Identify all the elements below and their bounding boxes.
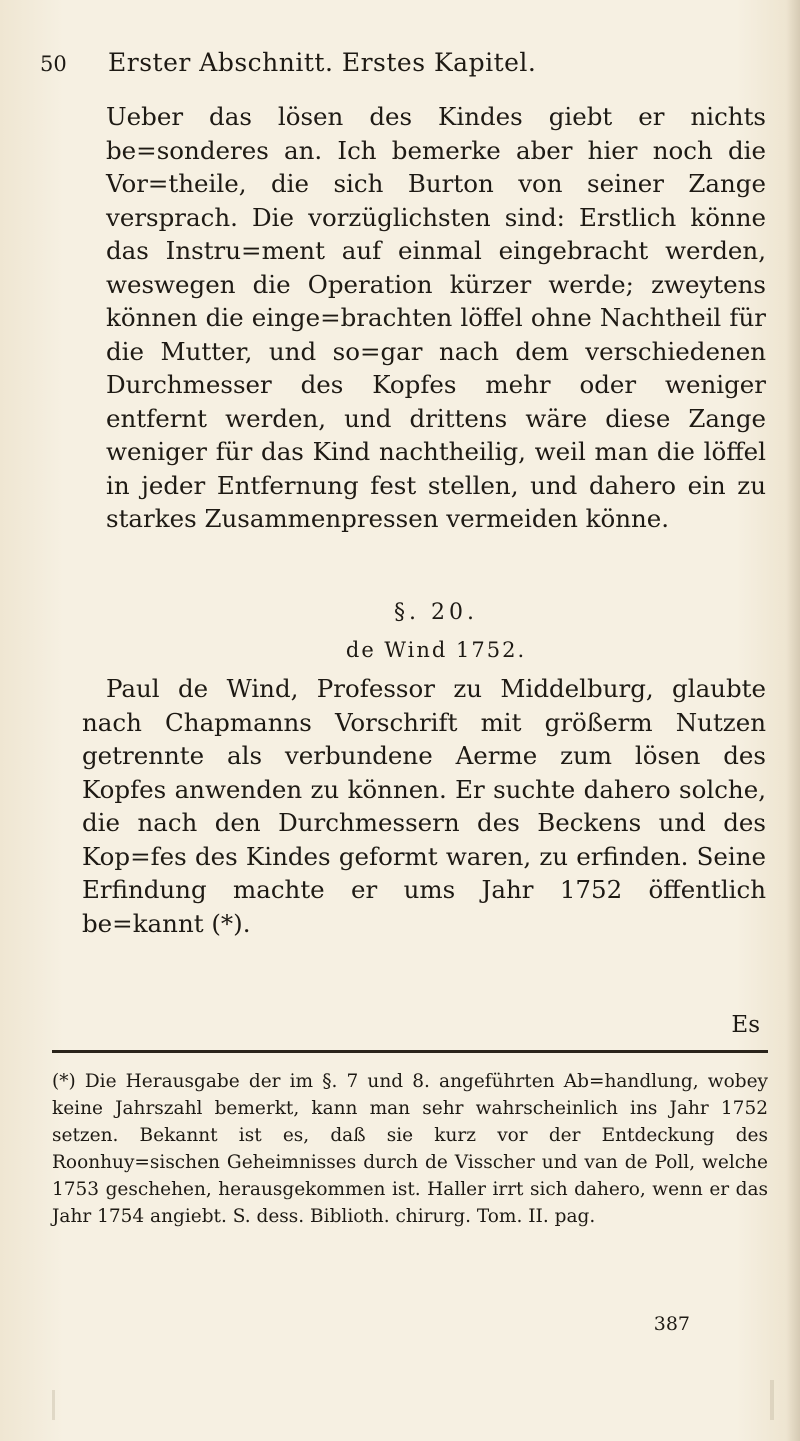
- body-text-block-1: [106, 100, 766, 536]
- footnote-rule: [52, 1050, 768, 1053]
- footnote: (*) Die Herausgabe der im §. 7 und 8. angeführten Ab=handlung, wobey keine Jahrszahl bemerkt, kann man sehr wahrscheinlich ins Jahr 1752 setzen. Bekannt ist es, daß sie kurz vor der Entdeckung des Roonhuy=sischen Geheimnisses durch de Visscher und van de Poll, welche 1753 geschehen, herausgekommen ist. Haller irrt sich dahero, wenn er das Jahr 1754 angiebt. S. dess. Biblioth. chirurg. Tom. II. pag.: [52, 1071, 768, 1227]
- section-subtitle: de Wind 1752.: [345, 638, 527, 662]
- paragraph-2: Paul de Wind, Professor zu Middelburg, glaubte nach Chapmanns Vorschrift mit größerm Nutzen getrennte als verbundene Aerme zum lösen des Kopfes anwenden zu können. Er suchte dahero solche, die nach den Durchmessern des Beckens und des Kop=fes des Kindes geformt waren, zu erfinden. Seine Erfindung machte er ums Jahr 1752 öffentlich be=kannt (*).: [82, 674, 766, 938]
- footnote-page-ref: 387: [653, 1313, 690, 1335]
- page-edge-shadow: [786, 0, 800, 1441]
- running-head: Erster Abschnitt. Erstes Kapitel.: [108, 48, 537, 77]
- paper-stain: [52, 1390, 55, 1420]
- catchword: Es: [731, 1012, 760, 1038]
- paper-stain: [770, 1380, 774, 1420]
- section-number: §. 20.: [394, 600, 478, 625]
- page-header: [40, 48, 760, 88]
- paragraph-1: Ueber das lösen des Kindes giebt er nichts be=sonderes an. Ich bemerke aber hier noch die Vor=theile, die sich Burton von seiner Zange versprach. Die vorzüglichsten sind: Erstlich könne das Instru=ment auf einmal eingebracht werden, weswegen die Operation kürzer werde; zweytens können die einge=brachten löffel ohne Nachtheil für die Mutter, und so=gar nach dem verschiedenen Durchmesser des Kopfes mehr oder weniger entfernt werden, und drittens wäre diese Zange weniger für das Kind nachtheilig, weil man die löffel in jeder Entfernung fest stellen, und dahero ein zu starkes Zusammenpressen vermeiden könne.: [106, 102, 766, 533]
- page-number: 50: [40, 52, 67, 76]
